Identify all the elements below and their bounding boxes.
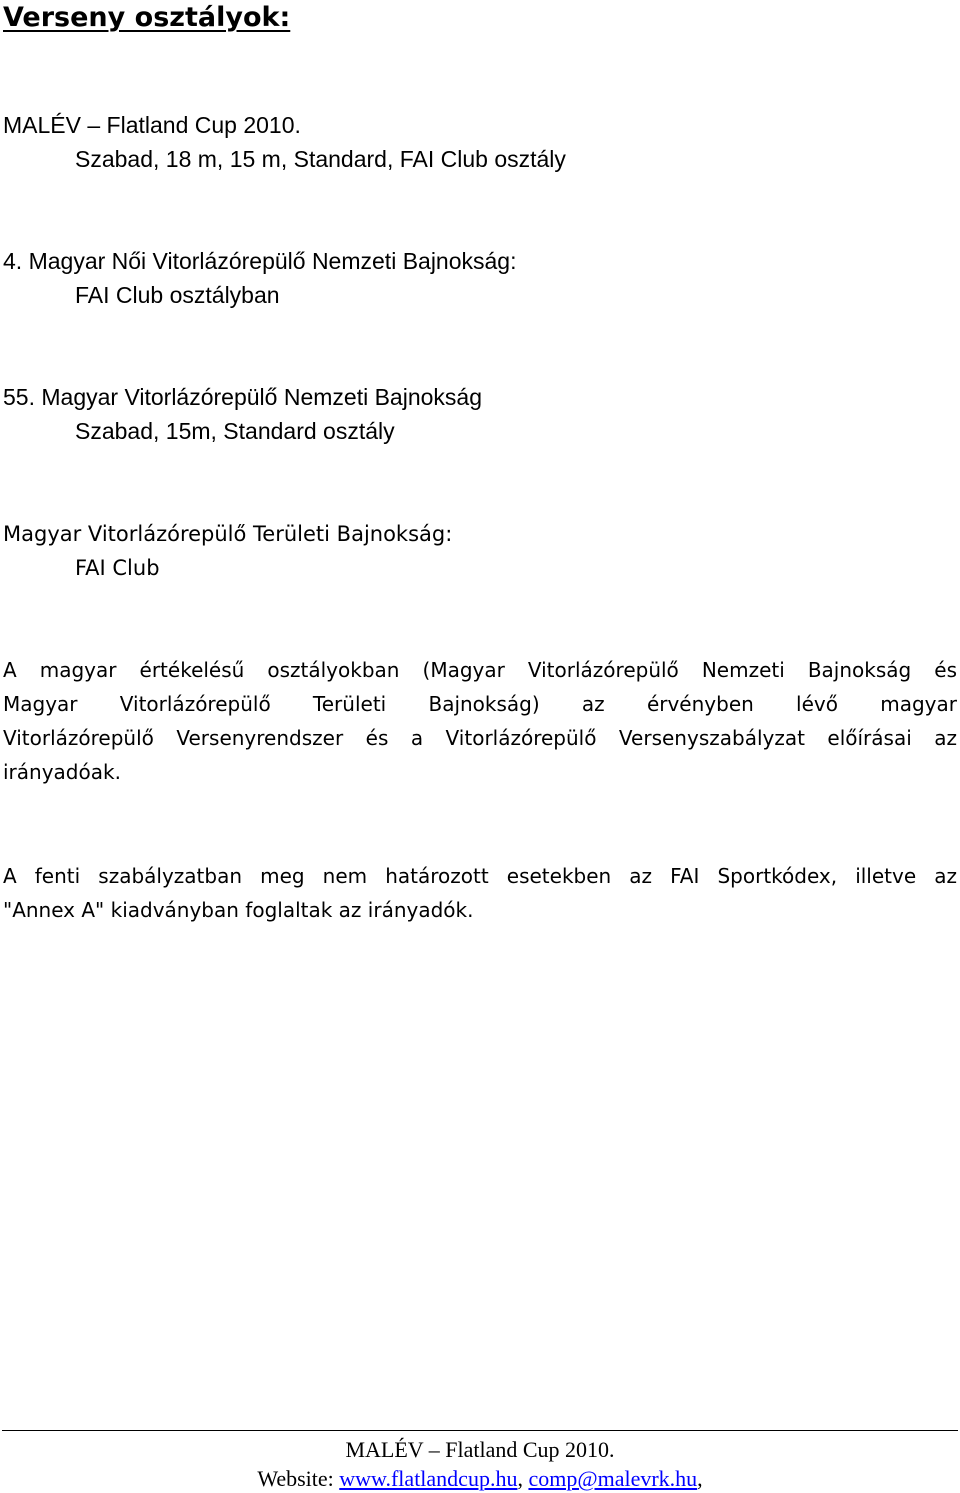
rules-paragraph-line: irányadóak.: [3, 760, 121, 784]
fallback-rules-line: A fenti szabályzatban meg nem határozott esetekben az FAI Sportkódex, illetve az: [3, 864, 957, 888]
section-heading-flatland-cup: MALÉV – Flatland Cup 2010.: [3, 112, 301, 138]
footer-website-label: Website:: [257, 1466, 340, 1491]
fallback-rules-paragraph: [3, 859, 957, 927]
section-detail-flatland-cup: Szabad, 18 m, 15 m, Standard, FAI Club osztály: [75, 146, 566, 172]
section-detail-national-championship: Szabad, 15m, Standard osztály: [75, 418, 395, 444]
rules-paragraph-line: Vitorlázórepülő Versenyrendszer és a Vitorlázórepülő Versenyszabályzat előírásai az: [3, 726, 957, 750]
footer-contact: [0, 1465, 960, 1493]
section-detail-womens-championship: FAI Club osztályban: [75, 282, 280, 308]
footer-email-link[interactable]: comp@malevrk.hu: [528, 1466, 698, 1491]
rules-paragraph: [3, 653, 957, 789]
footer-separator: ,: [697, 1466, 703, 1491]
section-detail-regional-championship: FAI Club: [75, 556, 160, 580]
page-title: Verseny osztályok:: [3, 2, 291, 33]
section-heading-regional-championship: Magyar Vitorlázórepülő Területi Bajnokság:: [3, 522, 453, 546]
footer-website-link[interactable]: www.flatlandcup.hu: [339, 1466, 518, 1491]
footer-divider: [2, 1430, 958, 1431]
rules-paragraph-line: Magyar Vitorlázórepülő Területi Bajnokság) az érvényben lévő magyar: [3, 692, 957, 716]
fallback-rules-line: "Annex A" kiadványban foglaltak az irányadók.: [3, 898, 474, 922]
rules-paragraph-line: A magyar értékelésű osztályokban (Magyar Vitorlázórepülő Nemzeti Bajnokság és: [3, 658, 957, 682]
section-heading-national-championship: 55. Magyar Vitorlázórepülő Nemzeti Bajnokság: [3, 384, 482, 410]
section-heading-womens-championship: 4. Magyar Női Vitorlázórepülő Nemzeti Bajnokság:: [3, 248, 517, 274]
footer-separator: ,: [517, 1466, 529, 1491]
footer-event-name: MALÉV – Flatland Cup 2010.: [345, 1437, 615, 1462]
